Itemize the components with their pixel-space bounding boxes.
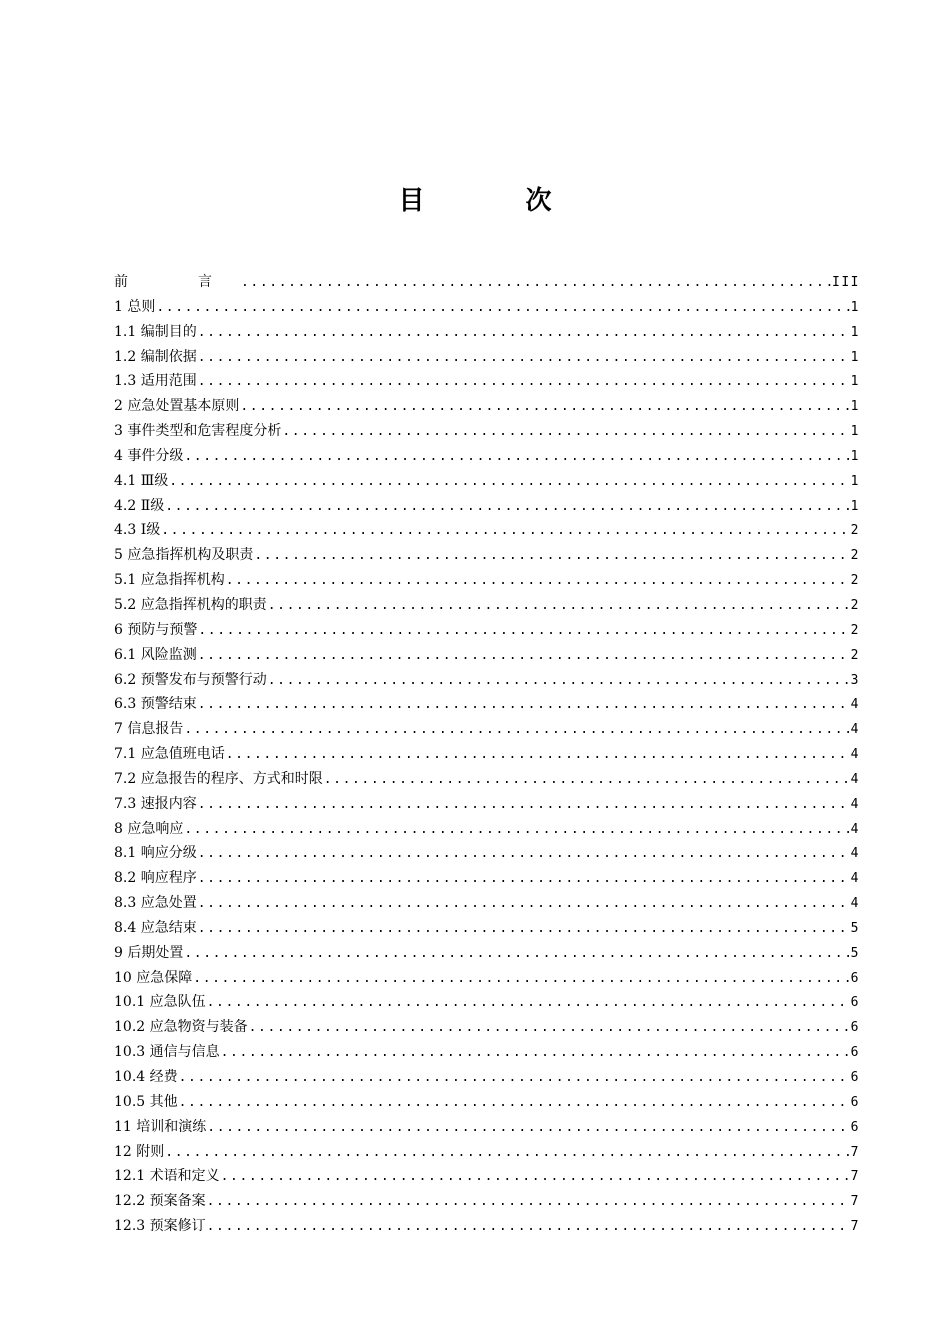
toc-entry-label: 6.2 预警发布与预警行动: [114, 671, 267, 688]
toc-entry[interactable]: [114, 817, 860, 842]
toc-dot-leader: [198, 644, 850, 668]
toc-entry-page-number: 1: [850, 424, 860, 440]
toc-entry-label: 8.1 响应分级: [114, 845, 197, 862]
toc-entry-label: 10 应急保障: [114, 969, 193, 986]
toc-entry-page-number: 4: [850, 871, 860, 887]
toc-entry-page-number: 6: [850, 1119, 860, 1135]
toc-dot-leader: [282, 420, 849, 444]
toc-entry-page-number: 1: [850, 498, 860, 514]
toc-entry-page-number: 1: [850, 473, 860, 489]
toc-entry-label: 10.1 应急队伍: [114, 994, 206, 1011]
toc-entry[interactable]: [114, 643, 860, 668]
toc-dot-leader: [198, 892, 850, 916]
toc-entry-page-number: III: [832, 275, 860, 290]
toc-entry-label: 7.2 应急报告的程序、方式和时限: [114, 770, 323, 787]
toc-entry[interactable]: [114, 543, 860, 568]
toc-entry-page-number: 7: [850, 1219, 860, 1235]
toc-entry[interactable]: [114, 990, 860, 1015]
toc-dot-leader: [198, 321, 850, 345]
toc-entry-label: 7.1 应急值班电话: [114, 746, 225, 763]
toc-dot-leader: [254, 544, 849, 568]
toc-entry-page-number: 2: [850, 647, 860, 663]
toc-entry-label: 9 后期处置: [114, 944, 184, 961]
toc-entry-label: 12.2 预案备案: [114, 1193, 206, 1210]
toc-entry-label: 12 附则: [114, 1143, 165, 1160]
toc-entry-label: 1.3 适用范围: [114, 373, 197, 390]
toc-entry[interactable]: [114, 1090, 860, 1115]
toc-entry[interactable]: [114, 1115, 860, 1140]
toc-entry[interactable]: [114, 1214, 860, 1239]
toc-entry-page-number: 4: [850, 846, 860, 862]
toc-entry[interactable]: [114, 618, 860, 643]
toc-entry-page-number: 6: [850, 970, 860, 986]
toc-dot-leader: [198, 693, 850, 717]
toc-entry-page-number: 4: [850, 821, 860, 837]
toc-entry-label: 6.3 预警结束: [114, 696, 197, 713]
toc-entry[interactable]: [114, 369, 860, 394]
toc-entry-page-number: 7: [850, 1169, 860, 1185]
toc-entry-label: 7.3 速报内容: [114, 795, 197, 812]
toc-entry[interactable]: [114, 518, 860, 543]
toc-entry-label: 3 事件类型和危害程度分析: [114, 423, 282, 440]
toc-entry-label: 10.5 其他: [114, 1093, 178, 1110]
toc-dot-leader: [198, 917, 850, 941]
toc-dot-leader: [165, 495, 849, 519]
toc-dot-leader: [198, 346, 850, 370]
toc-entry[interactable]: [114, 792, 860, 817]
toc-entry-label: 4.3 Ⅰ级: [114, 522, 161, 539]
toc-dot-leader: [179, 1066, 850, 1090]
toc-entry-label: 5.1 应急指挥机构: [114, 572, 225, 589]
toc-entry[interactable]: [114, 941, 860, 966]
toc-dot-leader: [165, 1141, 849, 1165]
toc-dot-leader: [207, 991, 850, 1015]
toc-entry-page-number: 4: [850, 697, 860, 713]
toc-dot-leader: [221, 1165, 850, 1189]
toc-entry-label: 1 总则: [114, 298, 156, 315]
toc-dot-leader: [198, 370, 850, 394]
toc-entry-label: 8 应急响应: [114, 820, 184, 837]
toc-entry[interactable]: [114, 767, 860, 792]
toc-entry-label: 6.1 风险监测: [114, 646, 197, 663]
toc-entry-label: 4.1 Ⅲ级: [114, 472, 169, 489]
toc-dot-leader: [226, 743, 850, 767]
toc-dot-leader: [268, 669, 850, 693]
toc-entry-page-number: 1: [850, 349, 860, 365]
toc-entry[interactable]: [114, 469, 860, 494]
toc-entry[interactable]: [114, 320, 860, 345]
toc-entry-label: 6 预防与预警: [114, 621, 198, 638]
toc-entry-page-number: 7: [850, 1144, 860, 1160]
toc-entry[interactable]: [114, 841, 860, 866]
toc-entry[interactable]: [114, 295, 860, 320]
toc-entry[interactable]: [114, 568, 860, 593]
toc-entry[interactable]: [114, 668, 860, 693]
toc-entry-page-number: 6: [850, 1094, 860, 1110]
toc-entry-page-number: 6: [850, 995, 860, 1011]
toc-entry-page-number: 4: [850, 796, 860, 812]
toc-entry-page-number: 4: [850, 722, 860, 738]
toc-dot-leader: [221, 1041, 850, 1065]
toc-entry-label: 8.2 响应程序: [114, 870, 197, 887]
toc-entry-page-number: 3: [850, 672, 860, 688]
toc-entry-label: 前 言: [114, 274, 240, 290]
toc-dot-leader: [156, 296, 849, 320]
toc-entry[interactable]: [114, 692, 860, 717]
toc-entry-page-number: 2: [850, 523, 860, 539]
toc-entry-label: 11 培训和演练: [114, 1118, 207, 1135]
toc-entry[interactable]: [114, 494, 860, 519]
toc-entry[interactable]: [114, 742, 860, 767]
toc-entry-label: 12.1 术语和定义: [114, 1168, 220, 1185]
toc-entry[interactable]: [114, 270, 860, 295]
toc-entry-label: 8.4 应急结束: [114, 919, 197, 936]
toc-entry[interactable]: [114, 966, 860, 991]
toc-dot-leader: [161, 519, 849, 543]
toc-entry[interactable]: [114, 1065, 860, 1090]
page-title: 目 次: [398, 186, 598, 216]
toc-dot-leader: [226, 569, 850, 593]
toc-entry-label: 4 事件分级: [114, 447, 184, 464]
toc-entry-label: 12.3 预案修订: [114, 1218, 206, 1235]
toc-dot-leader: [184, 718, 849, 742]
toc-dot-leader: [241, 271, 831, 295]
table-of-contents: [114, 270, 860, 1239]
toc-entry-label: 8.3 应急处置: [114, 895, 197, 912]
toc-entry[interactable]: [114, 419, 860, 444]
toc-entry-label: 10.2 应急物资与装备: [114, 1019, 248, 1036]
toc-entry-label: 2 应急处置基本原则: [114, 398, 240, 415]
toc-dot-leader: [198, 619, 849, 643]
toc-entry-label: 5 应急指挥机构及职责: [114, 547, 254, 564]
toc-dot-leader: [207, 1190, 850, 1214]
toc-dot-leader: [198, 867, 850, 891]
toc-dot-leader: [207, 1116, 849, 1140]
toc-dot-leader: [184, 942, 849, 966]
toc-entry-page-number: 4: [850, 747, 860, 763]
toc-dot-leader: [184, 818, 849, 842]
toc-dot-leader: [207, 1215, 850, 1239]
toc-dot-leader: [179, 1091, 850, 1115]
toc-entry-page-number: 5: [850, 945, 860, 961]
toc-entry-page-number: 2: [850, 573, 860, 589]
toc-entry[interactable]: [114, 916, 860, 941]
toc-entry-page-number: 2: [850, 597, 860, 613]
toc-entry-page-number: 1: [850, 299, 860, 315]
toc-dot-leader: [169, 470, 849, 494]
toc-entry-page-number: 1: [850, 324, 860, 340]
toc-entry[interactable]: [114, 394, 860, 419]
toc-dot-leader: [240, 395, 849, 419]
toc-entry[interactable]: [114, 444, 860, 469]
toc-entry[interactable]: [114, 345, 860, 370]
toc-entry-page-number: 2: [850, 548, 860, 564]
toc-dot-leader: [268, 594, 850, 618]
toc-entry-page-number: 6: [850, 1020, 860, 1036]
toc-entry-page-number: 6: [850, 1070, 860, 1085]
toc-dot-leader: [184, 445, 849, 469]
toc-entry-page-number: 1: [850, 374, 860, 390]
toc-entry[interactable]: [114, 1015, 860, 1040]
toc-entry-label: 1.1 编制目的: [114, 323, 197, 340]
toc-entry[interactable]: [114, 891, 860, 916]
toc-entry[interactable]: [114, 1189, 860, 1214]
toc-entry[interactable]: [114, 1140, 860, 1165]
toc-dot-leader: [324, 768, 850, 792]
toc-entry-page-number: 4: [850, 771, 860, 787]
toc-dot-leader: [198, 793, 850, 817]
toc-entry-label: 7 信息报告: [114, 721, 184, 738]
toc-entry-label: 1.2 编制依据: [114, 348, 197, 365]
toc-dot-leader: [249, 1016, 850, 1040]
toc-entry-page-number: 4: [850, 896, 860, 912]
toc-entry[interactable]: [114, 866, 860, 891]
toc-entry[interactable]: [114, 717, 860, 742]
toc-entry-label: 10.3 通信与信息: [114, 1044, 220, 1061]
toc-entry[interactable]: [114, 1164, 860, 1189]
toc-entry-label: 4.2 Ⅱ级: [114, 497, 165, 514]
toc-entry-page-number: 2: [850, 622, 860, 638]
toc-entry-page-number: 5: [850, 920, 860, 936]
toc-entry-label: 5.2 应急指挥机构的职责: [114, 596, 267, 613]
toc-entry-page-number: 1: [850, 399, 860, 415]
toc-entry-page-number: 7: [850, 1194, 860, 1210]
toc-dot-leader: [198, 842, 850, 866]
toc-entry-page-number: 6: [850, 1045, 860, 1061]
toc-entry[interactable]: [114, 593, 860, 618]
toc-entry-page-number: 1: [850, 448, 860, 464]
toc-dot-leader: [193, 967, 849, 991]
toc-entry-label: 10.4 经费: [114, 1069, 178, 1085]
toc-entry[interactable]: [114, 1040, 860, 1065]
